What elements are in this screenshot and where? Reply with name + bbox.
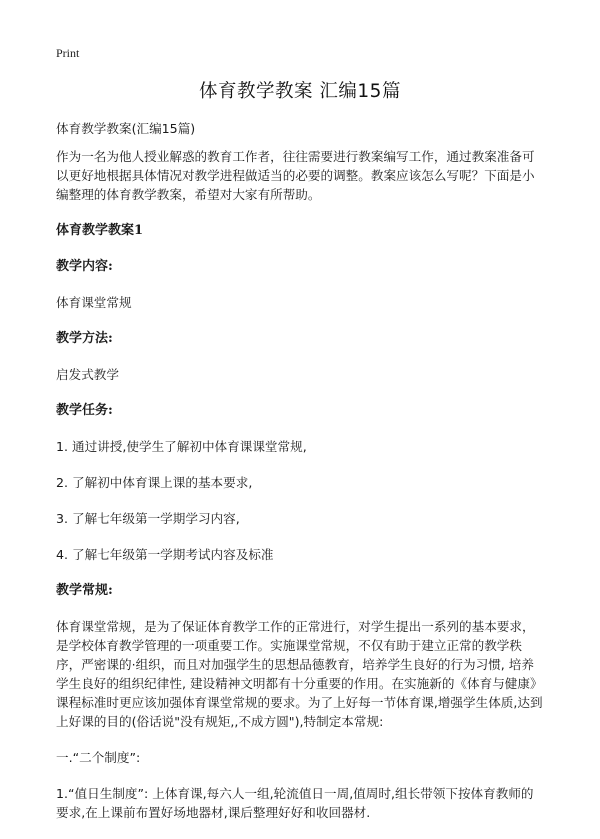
routine-heading: 教学常规: [56,583,113,598]
method-text: 启发式教学 [56,367,119,382]
document-subtitle: 体育教学教案(汇编15篇) [56,121,196,136]
section-title: 体育教学教案1 [56,223,144,238]
content-heading: 教学内容: [56,259,113,274]
task-item-2: 2. 了解初中体育课上课的基本要求, [56,475,253,490]
content-text: 体育课堂常规 [56,295,132,310]
method-heading: 教学方法: [56,331,113,346]
task-heading: 教学任务: [56,403,113,418]
task-item-1: 1. 通过讲授,使学生了解初中体育课课堂常规, [56,439,307,454]
intro-paragraph: 作为一名为他人授业解惑的教育工作者，往往需要进行教案编写工作，通过教案准备可以更好地根据具体情况对教学进程做适当的必要的调整。教案应该怎么写呢？下面是小编整理的体育教学教案，希望对大家有所帮助。 [56,149,535,202]
document-body [56,119,546,839]
task-item-4: 4. 了解七年级第一学期考试内容及标准 [56,547,274,562]
system-heading: 一.“二个制度”: [56,750,141,765]
routine-paragraph: 体育课堂常规，是为了保证体育教学工作的正常进行，对学生提出一系列的基本要求，是学校体育教学管理的一项重要工作。实施课堂常规，不仅有助于建立正常的教学秩序，严密课的·组织，而且对加强学生的思想品德教育，培养学生良好的行为习惯, 培养学生良好的组织纪律性, 建设精神文明都有十分重要的作用。在实施新的《体育与健康》课程标准时更应该加强体育课堂常规的要求。为了上好每一节体育课,增强学生体质,达到上好课的目的(俗话说"没有规矩,,不成方圆"),特制定本常规: [56,619,543,729]
document-title: 体育教学教案 汇编15篇 [199,81,401,102]
print-label: Print [56,46,80,60]
task-item-3: 3. 了解七年级第一学期学习内容, [56,511,240,526]
duty-paragraph: 1.“值日生制度”: 上体育课,每六人一组,轮流值日一周,值周时,组长带领下按体育教师的要求,在上课前布置好场地器材,课后整理好好和收回器材. [56,786,534,820]
